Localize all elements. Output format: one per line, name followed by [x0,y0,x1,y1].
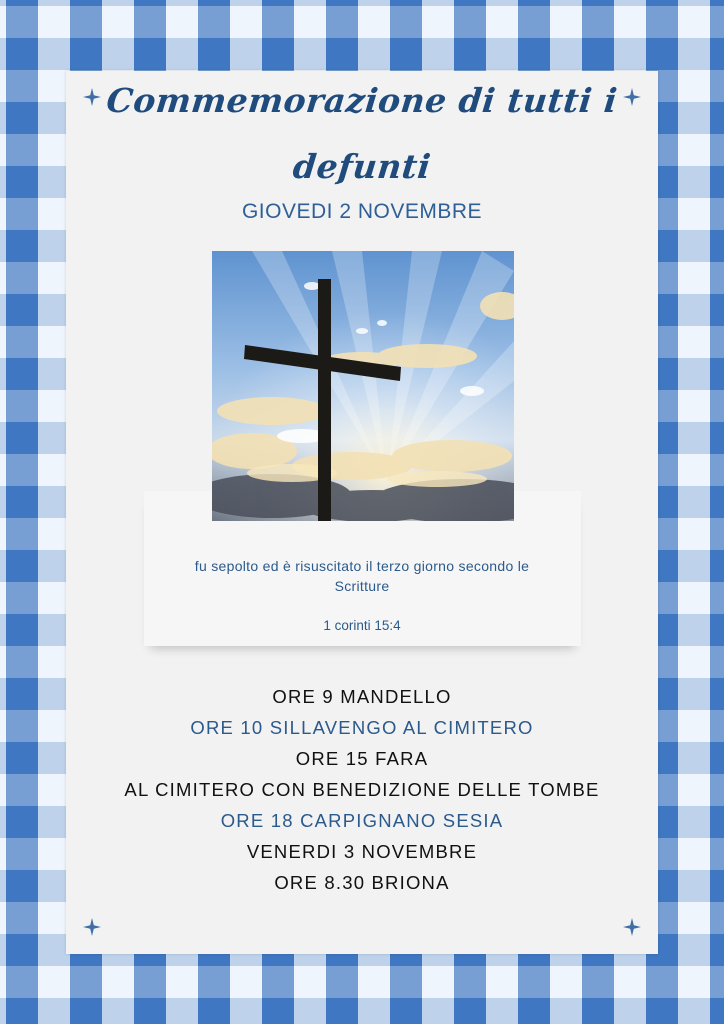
sparkle-icon-bottom-left [83,918,101,936]
schedule-line-4: AL CIMITERO CON BENEDIZIONE DELLE TOMBE [124,779,600,800]
page-title-line-1: Commemorazione di tutti i [104,81,620,120]
schedule-line-6: VENERDI 3 NOVEMBRE [246,841,478,862]
schedule-line-7: ORE 8.30 BRIONA [274,872,450,893]
event-date: GIOVEDI 2 NOVEMBRE [241,200,483,223]
cross-sky-image [212,251,514,521]
sparkle-icon-bottom-right [623,918,641,936]
mass-schedule [66,681,658,898]
schedule-line-2: ORE 10 SILLAVENGO AL CIMITERO [190,717,534,738]
page-title-line-2: defunti [291,147,433,186]
bible-verse: fu sepolto ed è risuscitato il terzo giorno secondo le Scritture [194,558,530,594]
verse-reference: 1 corinti 15:4 [323,618,401,633]
schedule-line-1: ORE 9 MANDELLO [272,686,452,707]
schedule-line-3: ORE 15 FARA [295,748,429,769]
schedule-line-5: ORE 18 CARPIGNANO SESIA [220,810,504,831]
flyer-panel [66,71,658,954]
